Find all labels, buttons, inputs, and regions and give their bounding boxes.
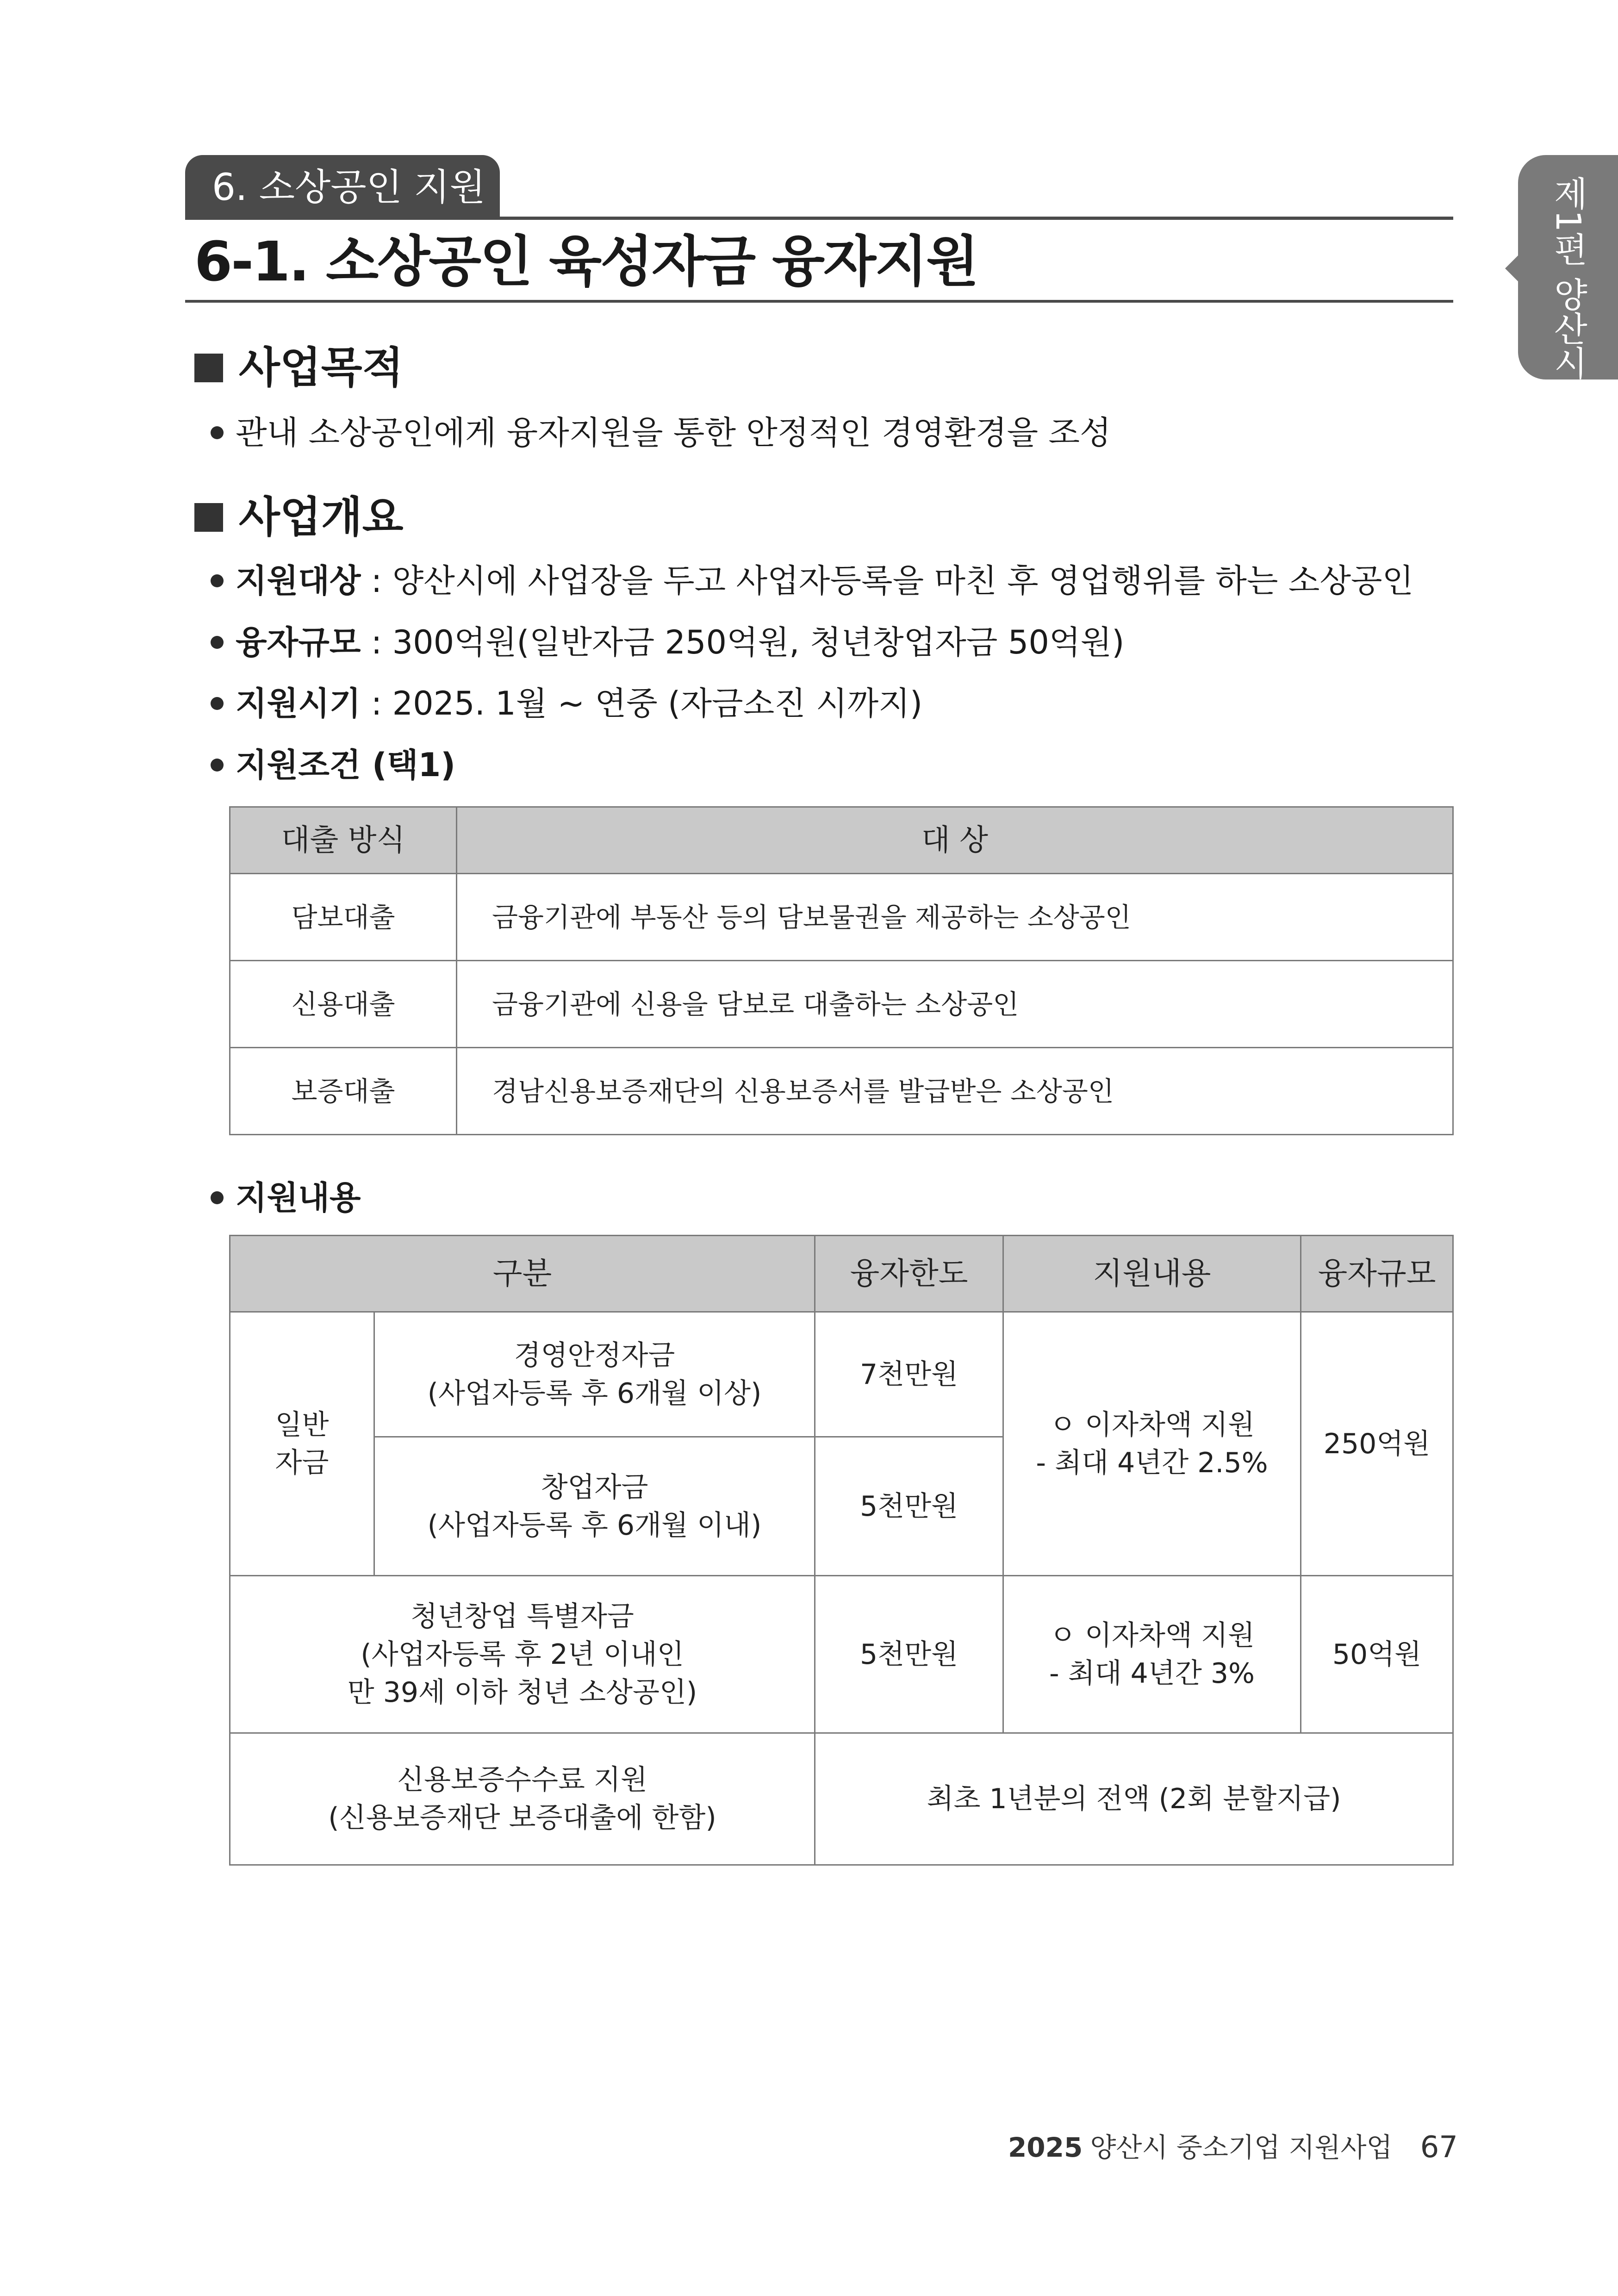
side-tab-pointer: [1505, 255, 1519, 282]
fund-name: 창업자금: [541, 1471, 648, 1504]
fund-name-cell: [230, 1733, 815, 1865]
loan-limit-cell: 7천만원: [815, 1312, 1003, 1437]
general-fund-label: 자금: [275, 1446, 329, 1479]
overview-item-text: : 양산시에 사업장을 두고 사업자등록을 마친 후 영업행위를 하는 소상공인: [361, 562, 1414, 600]
table-row: [230, 1733, 1453, 1865]
purpose-item: [211, 410, 1111, 456]
page-footer: [1008, 2124, 1458, 2171]
fund-condition: (사업자등록 후 6개월 이상): [427, 1377, 762, 1410]
loan-conditions-table: [229, 806, 1454, 1135]
chapter-side-label: 제1편 양산시: [1548, 176, 1588, 380]
fund-name-cell: [374, 1437, 815, 1576]
general-fund-label: 일반: [275, 1408, 329, 1441]
support-cell: 최초 1년분의 전액 (2회 분할지급): [815, 1733, 1453, 1865]
table-header-row: [230, 1236, 1453, 1312]
target-cell: 금융기관에 부동산 등의 담보물권을 제공하는 소상공인: [457, 874, 1453, 961]
support-cell: [1003, 1312, 1301, 1576]
overview-item-label: 지원시기: [236, 684, 361, 722]
overview-item-label: 지원대상: [236, 562, 361, 600]
purpose-text: 관내 소상공인에게 융자지원을 통한 안정적인 경영환경을 조성: [236, 414, 1111, 452]
purpose-heading-text: 사업목적: [239, 343, 404, 392]
support-cell: [1003, 1576, 1301, 1733]
support-heading: [211, 1175, 361, 1221]
page-number: 67: [1420, 2130, 1458, 2165]
fund-name: 청년창업 특별자금: [411, 1600, 634, 1633]
support-heading-text: 지원내용: [236, 1179, 361, 1217]
square-bullet-icon: [194, 354, 223, 382]
section-tab: 6. 소상공인 지원: [185, 155, 500, 220]
overview-item-target: [211, 558, 1413, 604]
overview-item-period: [211, 680, 922, 727]
loan-type-cell: 보증대출: [230, 1048, 457, 1135]
fund-name-cell: [374, 1312, 815, 1437]
fund-condition: 만 39세 이하 청년 소상공인): [347, 1676, 697, 1709]
overview-item-conditions: [211, 742, 455, 788]
table-header-row: [230, 807, 1453, 874]
bullet-dot-icon: [211, 426, 224, 439]
fund-condition: (사업자등록 후 2년 이내인: [361, 1638, 684, 1671]
col-header-category: 구분: [230, 1236, 815, 1312]
fund-name-cell: [230, 1576, 815, 1733]
overview-item-label: 융자규모: [236, 623, 361, 661]
table-row: [230, 961, 1453, 1048]
title-rule-bottom: [185, 300, 1453, 303]
support-content-table: [229, 1235, 1454, 1866]
fund-condition: (신용보증재단 보증대출에 한함): [328, 1802, 716, 1834]
table-row: [230, 874, 1453, 961]
title-rule-top: [185, 217, 1453, 220]
overview-heading-text: 사업개요: [239, 492, 404, 542]
support-line: - 최대 4년간 3%: [1049, 1657, 1255, 1690]
target-cell: 금융기관에 신용을 담보로 대출하는 소상공인: [457, 961, 1453, 1048]
bullet-dot-icon: [211, 636, 224, 649]
loan-scale-cell: 50억원: [1301, 1576, 1453, 1733]
col-header-loan-limit: 융자한도: [815, 1236, 1003, 1312]
bullet-dot-icon: [211, 759, 224, 772]
support-line: - 최대 4년간 2.5%: [1036, 1446, 1268, 1479]
square-bullet-icon: [194, 503, 223, 532]
bullet-dot-icon: [211, 1191, 224, 1204]
bullet-dot-icon: [211, 574, 224, 587]
overview-heading: [194, 490, 404, 545]
overview-item-scale: [211, 619, 1124, 666]
support-line: ㅇ 이자차액 지원: [1049, 1408, 1255, 1441]
col-header-loan-type: 대출 방식: [230, 807, 457, 874]
table-row: [230, 1048, 1453, 1135]
loan-limit-cell: 5천만원: [815, 1437, 1003, 1576]
loan-type-cell: 신용대출: [230, 961, 457, 1048]
bullet-dot-icon: [211, 697, 224, 710]
general-fund-label-cell: [230, 1312, 374, 1576]
support-line: ㅇ 이자차액 지원: [1049, 1619, 1255, 1652]
footer-publication: 양산시 중소기업 지원사업: [1090, 2132, 1393, 2163]
overview-item-text: : 300억원(일반자금 250억원, 청년창업자금 50억원): [361, 623, 1125, 661]
fund-condition: (사업자등록 후 6개월 이내): [427, 1509, 762, 1542]
table-row: [230, 1576, 1453, 1733]
target-cell: 경남신용보증재단의 신용보증서를 발급받은 소상공인: [457, 1048, 1453, 1135]
fund-name: 경영안정자금: [514, 1339, 675, 1372]
page-title: 6-1. 소상공인 육성자금 융자지원: [194, 230, 978, 293]
loan-scale-cell: 250억원: [1301, 1312, 1453, 1576]
fund-name: 신용보증수수료 지원: [397, 1764, 647, 1796]
loan-limit-cell: 5천만원: [815, 1576, 1003, 1733]
overview-item-text: : 2025. 1월 ~ 연중 (자금소진 시까지): [361, 684, 923, 722]
col-header-loan-scale: 융자규모: [1301, 1236, 1453, 1312]
col-header-support: 지원내용: [1003, 1236, 1301, 1312]
loan-type-cell: 담보대출: [230, 874, 457, 961]
col-header-target: 대 상: [457, 807, 1453, 874]
purpose-heading: [194, 340, 404, 396]
table-row: [230, 1312, 1453, 1437]
footer-year: 2025: [1008, 2132, 1083, 2163]
overview-item-label: 지원조건 (택1): [236, 746, 456, 784]
